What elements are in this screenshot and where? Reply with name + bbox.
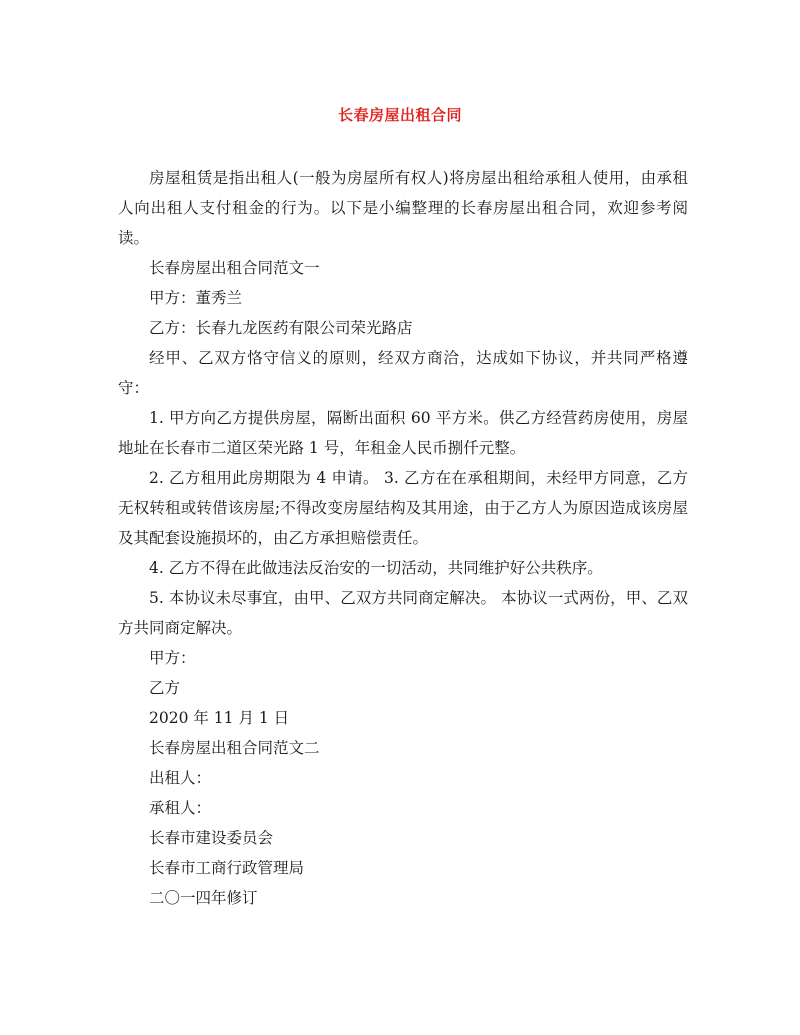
- clause-4: 4. 乙方不得在此做违法反治安的一切活动，共同维护好公共秩序。: [149, 559, 603, 577]
- sample-two-heading: 长春房屋出租合同范文二: [149, 739, 320, 757]
- document-title: 长春房屋出租合同: [337, 106, 462, 124]
- revision-note: 二〇一四年修订: [149, 889, 258, 907]
- clause-5: 5. 本协议未尽事宜，由甲、乙双方共同商定解决。 本协议一式两份，甲、乙双方共同商定解决。: [118, 589, 688, 637]
- lessee-line: 承租人：: [149, 799, 212, 817]
- signature-party-b: 乙方: [149, 679, 181, 697]
- clause-1: 1. 甲方向乙方提供房屋，隔断出面积 60 平方米。供乙方经营药房使用，房屋地址在长春市二道区荣光路 1 号，年租金人民币捌仟元整。: [118, 409, 688, 457]
- agreement-preamble: 经甲、乙双方恪守信义的原则，经双方商洽，达成如下协议，并共同严格遵守：: [118, 349, 688, 397]
- intro-paragraph: 房屋租赁是指出租人(一般为房屋所有权人)将房屋出租给承租人使用，由承租人向出租人支付租金的行为。以下是小编整理的长春房屋出租合同，欢迎参考阅读。: [118, 169, 688, 247]
- party-a-line: 甲方：董秀兰: [149, 289, 243, 307]
- lessor-line: 出租人：: [149, 769, 212, 787]
- sample-one-heading: 长春房屋出租合同范文一: [149, 259, 320, 277]
- signature-date: 2020 年 11 月 1 日: [149, 709, 290, 727]
- clause-2-3: 2. 乙方租用此房期限为 4 申请。 3. 乙方在在承租期间，未经甲方同意，乙方无权转租或转借该房屋;不得改变房屋结构及其用途，由于乙方人为原因造成该房屋及其配套设施损坏的，由乙方承担赔偿责任。: [118, 469, 688, 547]
- document-body: [118, 163, 688, 913]
- signature-party-a: 甲方：: [149, 649, 196, 667]
- issuer-construction: 长春市建设委员会: [149, 829, 274, 847]
- issuer-commerce: 长春市工商行政管理局: [149, 859, 305, 877]
- party-b-line: 乙方：长春九龙医药有限公司荣光路店: [149, 319, 413, 337]
